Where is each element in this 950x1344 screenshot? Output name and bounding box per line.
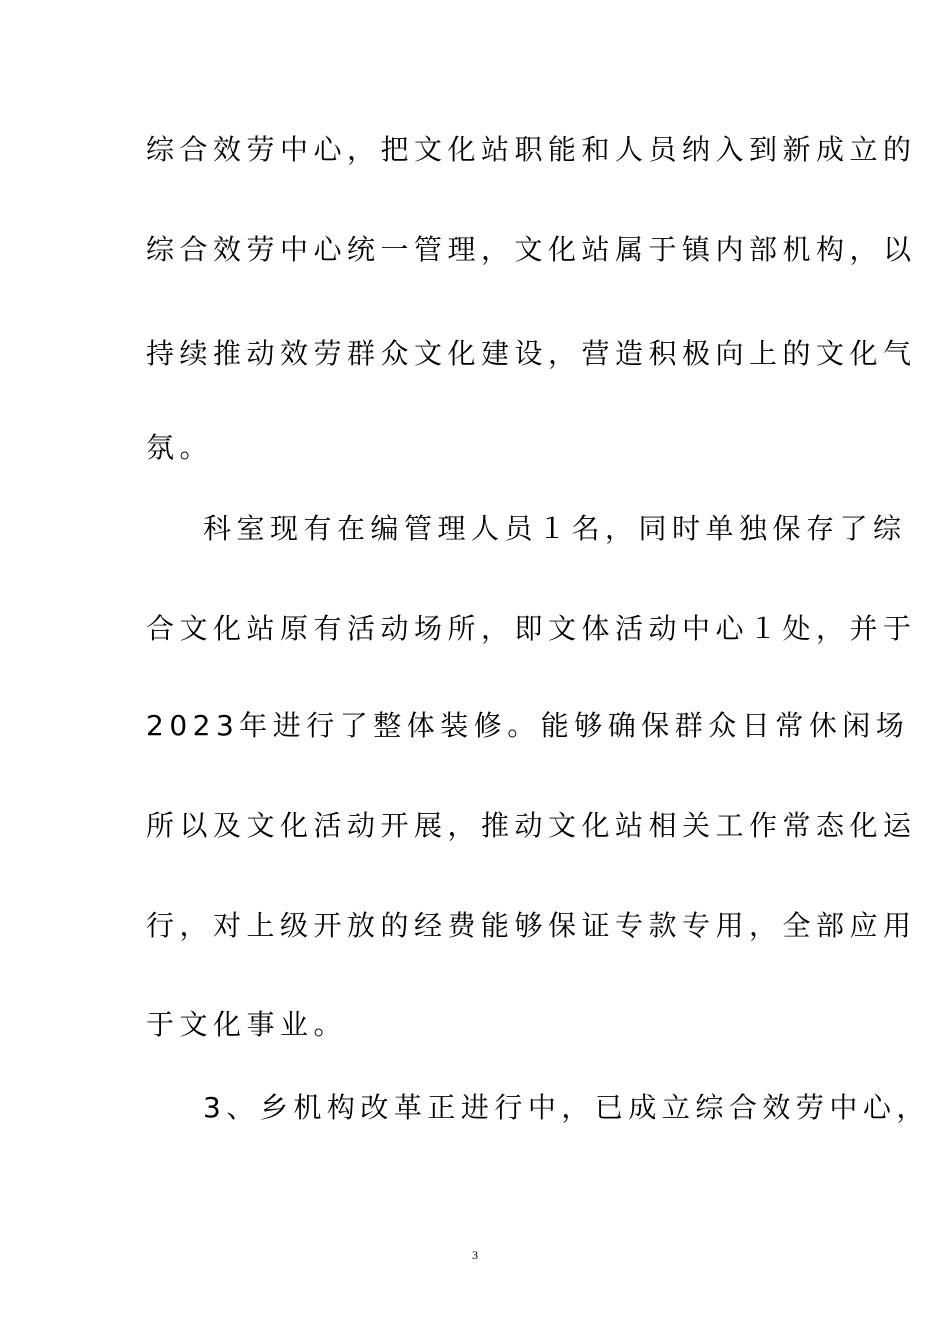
text-line: 综合效劳中心统一管理，文化站属于镇内部机构，以: [146, 233, 917, 266]
text-line: 合文化站原有活动场所，即文体活动中心１处，并于: [146, 612, 917, 645]
text-line: 所以及文化活动开展，推动文化站相关工作常态化运: [146, 809, 917, 842]
paragraph-first-line: 科室现有在编管理人员１名，同时单独保存了综: [203, 512, 907, 545]
text-line: 持续推动效劳群众文化建设，营造积极向上的文化气: [146, 337, 917, 370]
text-line: 于文化事业。: [146, 1008, 348, 1041]
text-line: 行，对上级开放的经费能够保证专款专用，全部应用: [146, 909, 917, 942]
text-line: 2023年进行了整体装修。能够确保群众日常休闲场: [146, 709, 910, 742]
text-line: 氛。: [146, 431, 214, 464]
page-number: 3: [472, 1248, 478, 1262]
text-line: 综合效劳中心，把文化站职能和人员纳入到新成立的: [146, 133, 917, 166]
paragraph-first-line: 3、乡机构改革正进行中，已成立综合效劳中心，: [203, 1091, 930, 1124]
